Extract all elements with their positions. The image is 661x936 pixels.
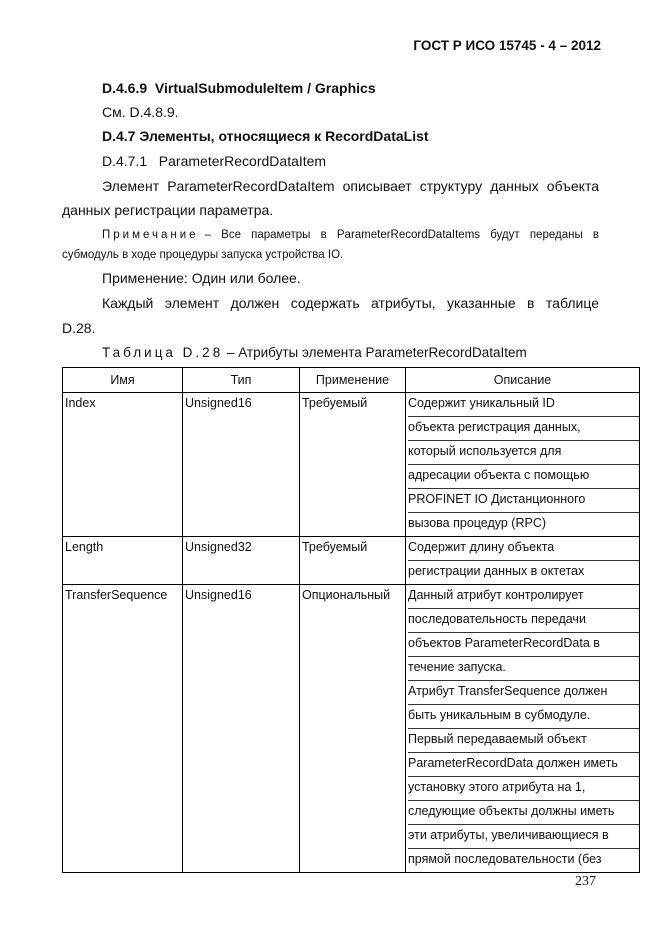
cell-usage: Требуемый: [302, 540, 368, 554]
table-header-row: [63, 368, 640, 393]
section-47-heading: D.4.7 Элементы, относящиеся к RecordDataList: [102, 128, 429, 144]
usage-text: Применение: Один или более.: [102, 270, 301, 286]
table-caption-text: – Атрибуты элемента ParameterRecordDataItem: [223, 345, 527, 360]
header-name: Имя: [63, 368, 183, 393]
description-line: Содержит уникальный ID: [408, 393, 639, 417]
description-line: объектов ParameterRecordData в: [408, 633, 639, 657]
document-header: ГОСТ Р ИСО 15745 - 4 – 2012: [413, 38, 601, 53]
description-line: ParameterRecordData должен иметь: [408, 753, 639, 777]
cell-description: [406, 393, 640, 537]
header-usage: Применение: [300, 368, 406, 393]
description-line: последовательность передачи: [408, 609, 639, 633]
table-caption-label: Таблица D.28: [102, 345, 224, 360]
table-row: [63, 585, 640, 873]
section-469-number: D.4.6.9: [102, 80, 148, 96]
description-line: быть уникальным в субмодуле.: [408, 705, 639, 729]
page-number: 237: [575, 874, 596, 889]
description-line: Содержит длину объекта: [408, 537, 639, 561]
table-row: [63, 537, 640, 585]
note-line-1: [102, 229, 599, 241]
cell-description: [406, 537, 640, 585]
note-line-2: субмодуль в ходе процедуры запуска устройства IO.: [62, 249, 344, 261]
cell-name: Length: [65, 540, 104, 554]
description-line: объекта регистрация данных,: [408, 417, 639, 441]
description-line: следующие объекты должны иметь: [408, 801, 639, 825]
description-line: вызова процедур (RPC): [408, 516, 547, 530]
paragraph-1-line-1: Элемент ParameterRecordDataItem описывает структуру данных объекта: [102, 178, 599, 194]
cell-name: Index: [65, 396, 96, 410]
header-type: Тип: [183, 368, 300, 393]
description-line: течение запуска.: [408, 657, 639, 681]
attributes-table: [62, 367, 640, 873]
table-caption: [102, 345, 527, 360]
description-line: PROFINET IO Дистанционного: [408, 489, 639, 513]
description-line: установку этого атрибута на 1,: [408, 777, 639, 801]
cell-type: Unsigned16: [185, 396, 252, 410]
cell-type: Unsigned32: [185, 540, 252, 554]
cell-description: [406, 585, 640, 873]
description-line: прямой последовательности (без: [408, 852, 602, 866]
note-label: Примечание: [102, 229, 199, 241]
cell-type: Unsigned16: [185, 588, 252, 602]
description-line: адресации объекта с помощью: [408, 465, 639, 489]
section-471-heading: D.4.7.1 ParameterRecordDataItem: [102, 153, 327, 169]
attributes-paragraph-line-2: D.28.: [62, 320, 96, 336]
description-line: Первый передаваемый объект: [408, 729, 639, 753]
description-line: Данный атрибут контролирует: [408, 585, 639, 609]
description-line: который используется для: [408, 441, 639, 465]
description-line: регистрации данных в октетах: [408, 564, 585, 578]
attributes-paragraph-line-1: Каждый элемент должен содержать атрибуты, указанные в таблице: [102, 295, 599, 311]
cell-usage: Требуемый: [302, 396, 368, 410]
section-469-reference: См. D.4.8.9.: [102, 104, 179, 120]
table-row: [63, 393, 640, 537]
section-469-heading: [102, 80, 376, 96]
paragraph-1-line-2: данных регистрации параметра.: [62, 202, 274, 218]
cell-name: TransferSequence: [65, 588, 168, 602]
description-line: эти атрибуты, увеличивающиеся в: [408, 825, 639, 849]
section-469-title: VirtualSubmoduleItem / Graphics: [154, 80, 376, 96]
note-text-1: – Все параметры в ParameterRecordDataItems будут переданы в: [204, 229, 599, 241]
header-description: Описание: [406, 368, 640, 393]
cell-usage: Опциональный: [302, 588, 391, 602]
description-line: Атрибут TransferSequence должен: [408, 681, 639, 705]
